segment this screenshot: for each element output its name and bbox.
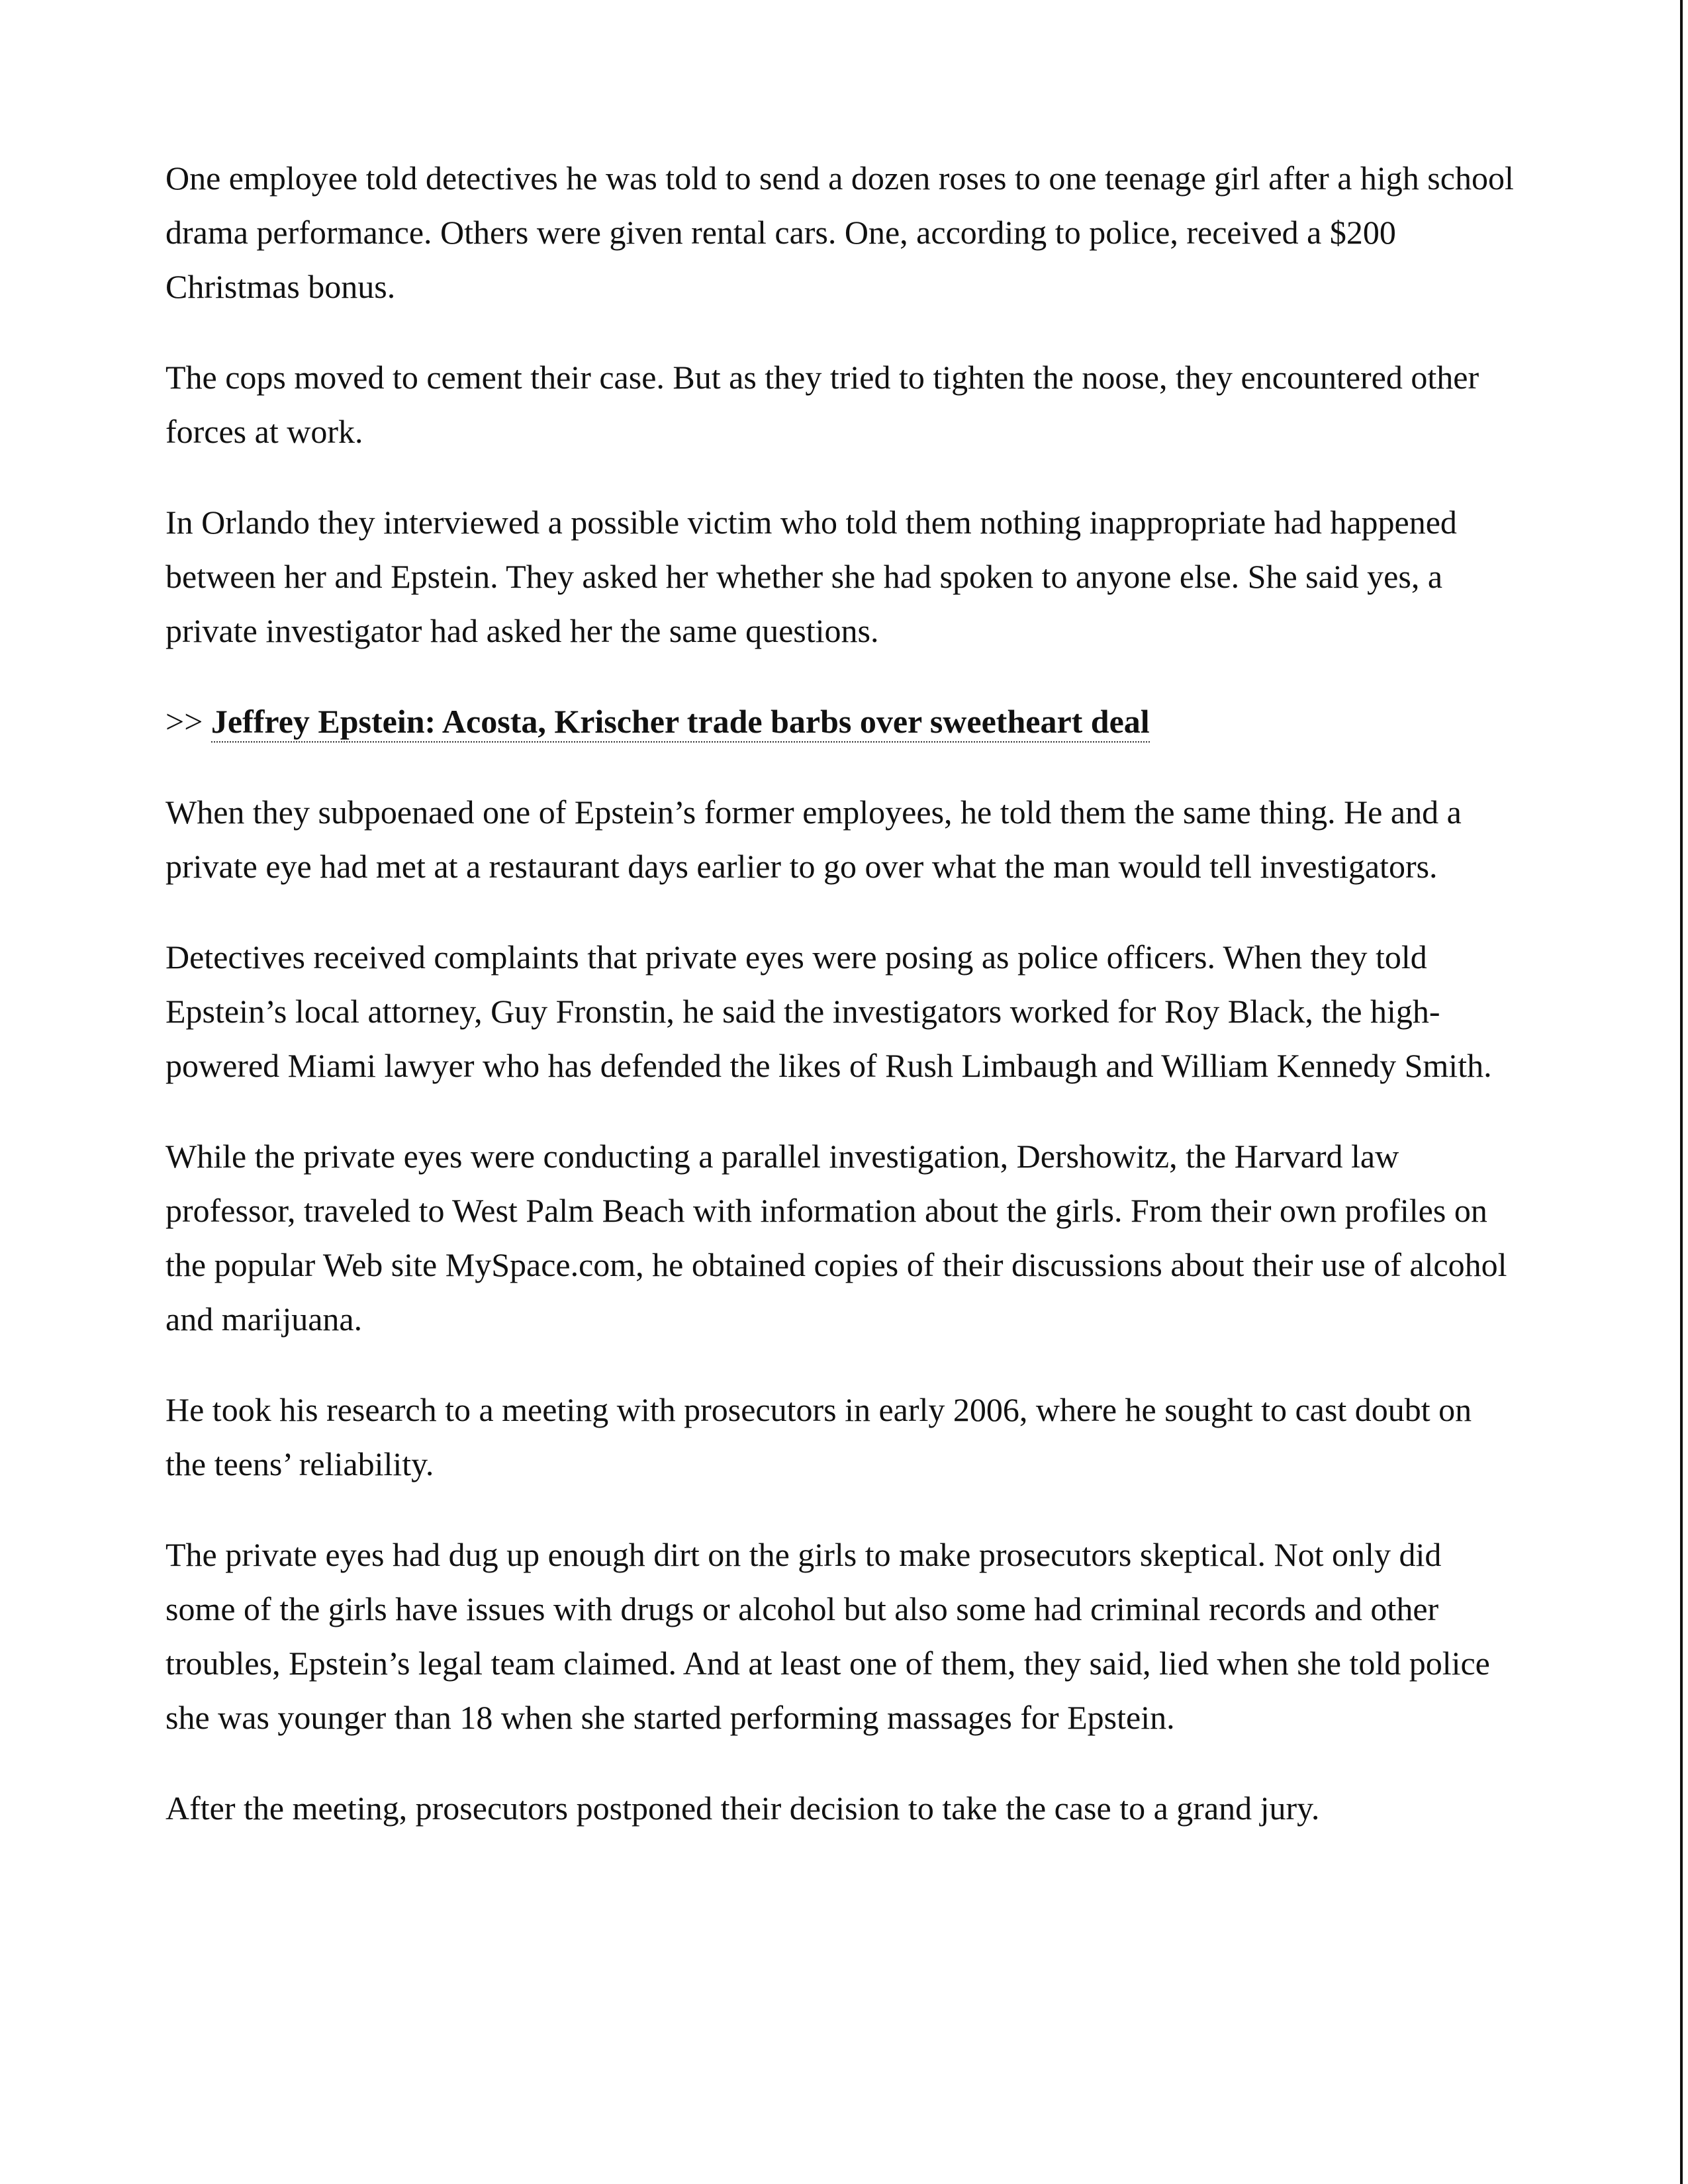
- article-paragraph: After the meeting, prosecutors postponed their decision to take the case to a grand jury.: [165, 1790, 1320, 1827]
- article-paragraph: When they subpoenaed one of Epstein’s former employees, he told them the same thing. He and a private eye had met at a restaurant days earlier to go over what the man would tell investigators.: [165, 794, 1462, 885]
- related-article-link[interactable]: Jeffrey Epstein: Acosta, Krischer trade barbs over sweetheart deal: [211, 703, 1150, 743]
- related-article-prefix: >>: [165, 703, 203, 740]
- article-paragraph: While the private eyes were conducting a parallel investigation, Dershowitz, the Harvard law professor, traveled to West Palm Beach with information about the girls. From their own profiles on the popular Web site MySpace.com, he obtained copies of their discussions about their use of alcohol and marijuana.: [165, 1138, 1507, 1338]
- article-paragraph: Detectives received complaints that private eyes were posing as police officers. When they told Epstein’s local attorney, Guy Fronstin, he said the investigators worked for Roy Black, the high-powered Miami lawyer who has defended the likes of Rush Limbaugh and William Kennedy Smith.: [165, 938, 1492, 1084]
- article-paragraph: The private eyes had dug up enough dirt on the girls to make prosecutors skeptical. Not only did some of the girls have issues with drugs or alcohol but also some had criminal records and other troubles, Epstein’s legal team claimed. And at least one of them, they said, lied when she told police she was younger than 18 when she started performing massages for Epstein.: [165, 1536, 1490, 1736]
- page-edge-border: [1680, 0, 1683, 2184]
- article-paragraph: The cops moved to cement their case. But as they tried to tighten the noose, they encountered other forces at work.: [165, 359, 1479, 450]
- related-article: [165, 694, 1516, 749]
- article-paragraph: One employee told detectives he was told to send a dozen roses to one teenage girl after a high school drama performance. Others were given rental cars. One, according to police, received a $200 Christmas bonus.: [165, 159, 1514, 305]
- article-paragraph: He took his research to a meeting with prosecutors in early 2006, where he sought to cast doubt on the teens’ reliability.: [165, 1391, 1472, 1482]
- article-body: [165, 151, 1516, 1872]
- article-paragraph: In Orlando they interviewed a possible victim who told them nothing inappropriate had happened between her and Epstein. They asked her whether she had spoken to anyone else. She said yes, a private investigator had asked her the same questions.: [165, 504, 1457, 649]
